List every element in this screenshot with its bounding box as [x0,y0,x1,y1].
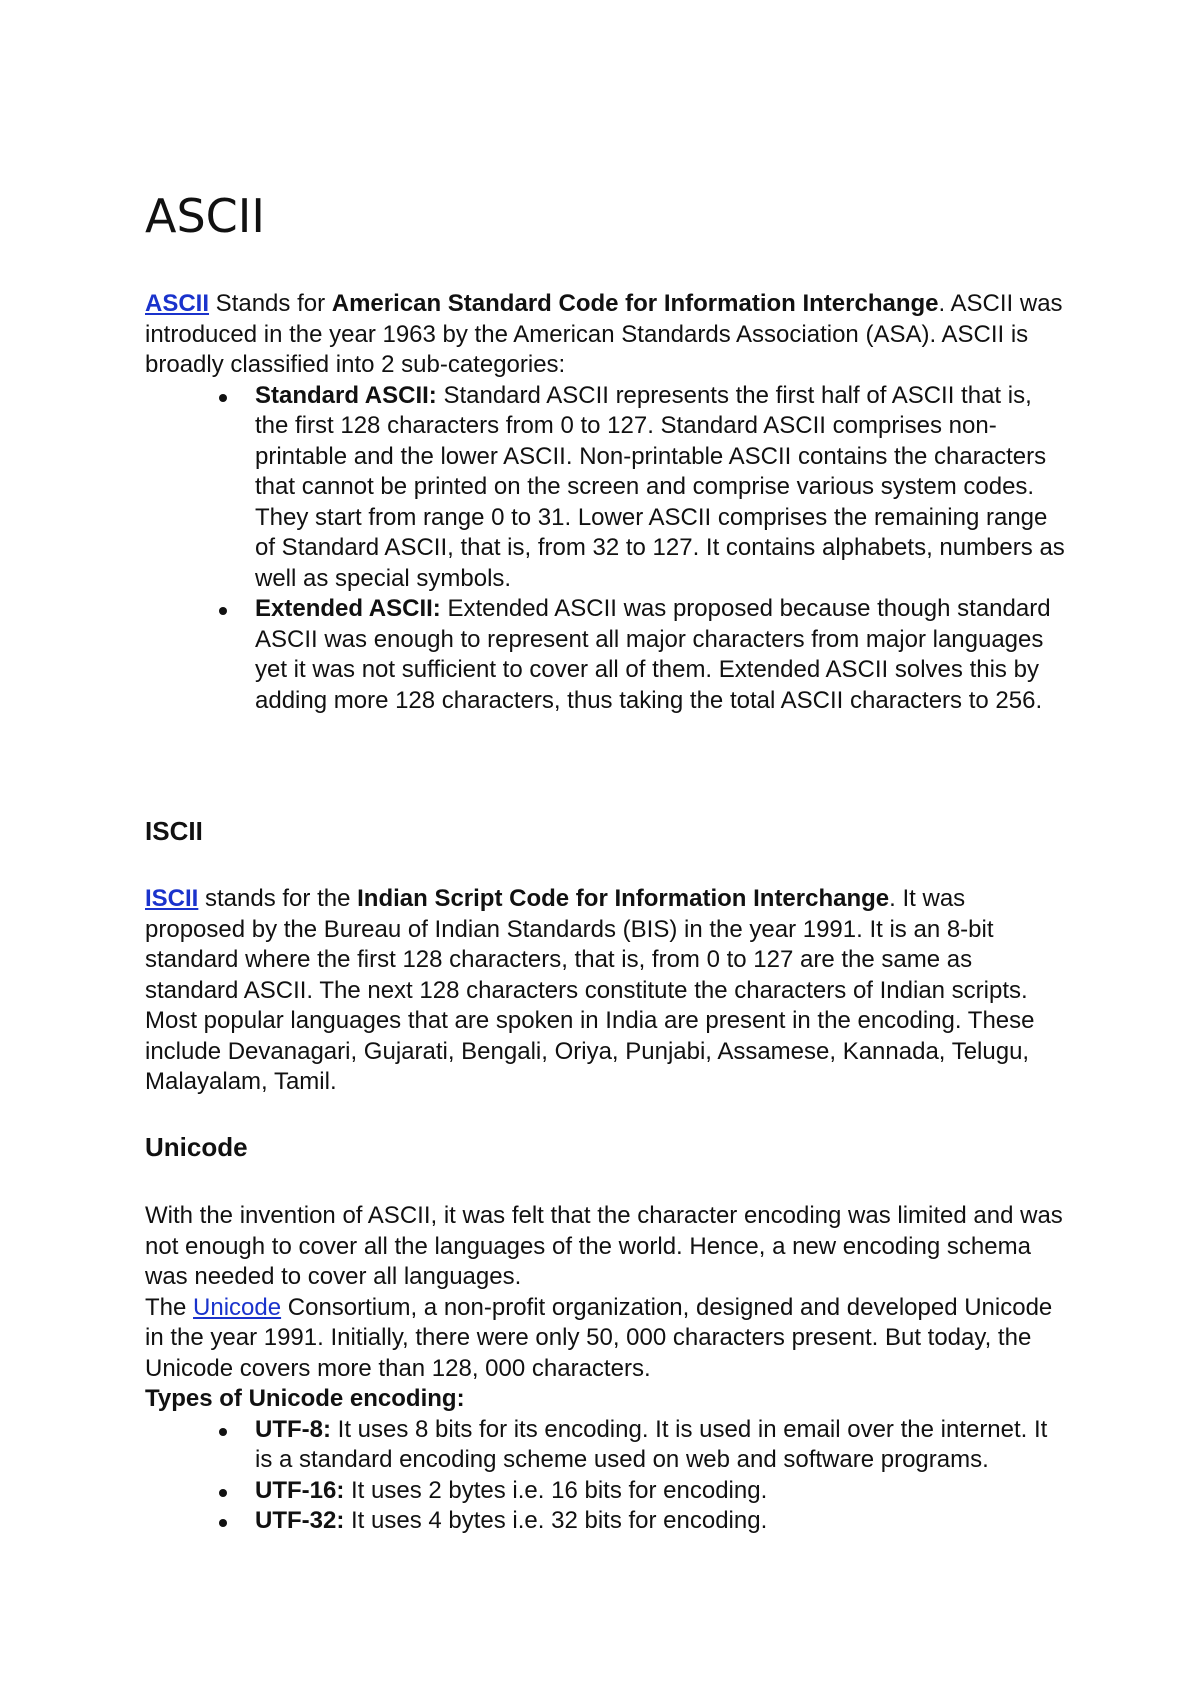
iscii-paragraph [145,884,1065,1098]
list-item [145,1476,1065,1507]
list-item-term: UTF-32: [255,1507,345,1534]
list-item-term: UTF-16: [255,1476,345,1504]
ascii-section [145,289,1065,716]
ascii-categories-list [145,381,1065,717]
list-item [145,381,1065,595]
list-item-text: It uses 2 bytes i.e. 16 bits for encoding. [344,1476,768,1504]
unicode-types-label: Types of Unicode encoding: [145,1385,465,1412]
page-title: ASCII [145,189,265,243]
bullet-icon [219,394,227,402]
list-item-term: Standard ASCII: [255,381,437,409]
unicode-text-2: Consortium, a non-profit organization, designed and developed Unicode in the year 1991. Initially, there were only 50, 000 characters present. But today, the Unicode covers more than 128, 000 characters. [145,1293,1053,1382]
list-item [145,1415,1065,1476]
unicode-types-heading [145,1384,1065,1415]
bullet-icon [219,607,227,615]
bullet-icon [219,1519,227,1527]
iscii-link[interactable]: ISCII [145,885,199,912]
bullet-icon [219,1428,227,1436]
iscii-full-name: Indian Script Code for Information Interchange [357,885,890,912]
list-item-term: UTF-8: [255,1415,331,1443]
iscii-text: stands for the [198,885,358,912]
unicode-types-list [145,1415,1065,1537]
ascii-full-name: American Standard Code for Information Interchange [331,290,939,317]
ascii-intro-paragraph [145,289,1065,381]
ascii-intro-text: Stands for [209,290,332,317]
list-item-term: Extended ASCII: [255,595,441,622]
list-item-text: Extended ASCII was proposed because though standard ASCII was enough to represent all major characters from major languages yet it was not sufficient to cover all of them. Extended ASCII solves this by adding more 128 characters, thus taking the total ASCII characters to 256. [255,595,1051,714]
unicode-paragraph-1: With the invention of ASCII, it was felt that the character encoding was limited and was not enough to cover all the languages of the world. Hence, a new encoding schema was needed to cover all languages. [145,1202,1063,1290]
ascii-intro-text-2: . ASCII was introduced in the year 1963 by the American Standards Association (ASA). ASCII is broadly classified into 2 sub-categories: [145,290,1063,378]
unicode-heading: Unicode [145,1132,248,1162]
ascii-link[interactable]: ASCII [145,290,210,317]
unicode-section [145,1201,1065,1537]
iscii-heading: ISCII [145,816,203,846]
bullet-icon [219,1489,227,1497]
unicode-link[interactable]: Unicode [193,1293,282,1321]
list-item-text: It uses 4 bytes i.e. 32 bits for encoding. [344,1507,768,1534]
list-item [145,594,1065,716]
iscii-section [145,884,1065,1098]
list-item-text: Standard ASCII represents the first half of ASCII that is, the first 128 characters from 0 to 127. Standard ASCII comprises non-printable and the lower ASCII. Non-printable ASCII contains the characters that cannot be printed on the screen and comprise various system codes. They start from range 0 to 31. Lower ASCII comprises the remaining range of Standard ASCII, that is, from 32 to 127. It contains alphabets, numbers as well as special symbols. [255,381,1065,592]
list-item-text: It uses 8 bits for its encoding. It is used in email over the internet. It is a standard encoding scheme used on web and software programs. [255,1415,1048,1473]
unicode-text: The [145,1293,194,1321]
unicode-paragraph-2 [145,1293,1065,1385]
iscii-text-2: . It was proposed by the Bureau of Indian Standards (BIS) in the year 1991. It is an 8-bit standard where the first 128 characters, that is, from 0 to 127 are the same as standard ASCII. The next 128 characters constitute the characters of Indian scripts. Most popular languages that are spoken in India are present in the encoding. These include Devanagari, Gujarati, Bengali, Oriya, Punjabi, Assamese, Kannada, Telugu, Malayalam, Tamil. [145,885,1035,1095]
list-item [145,1506,1065,1537]
